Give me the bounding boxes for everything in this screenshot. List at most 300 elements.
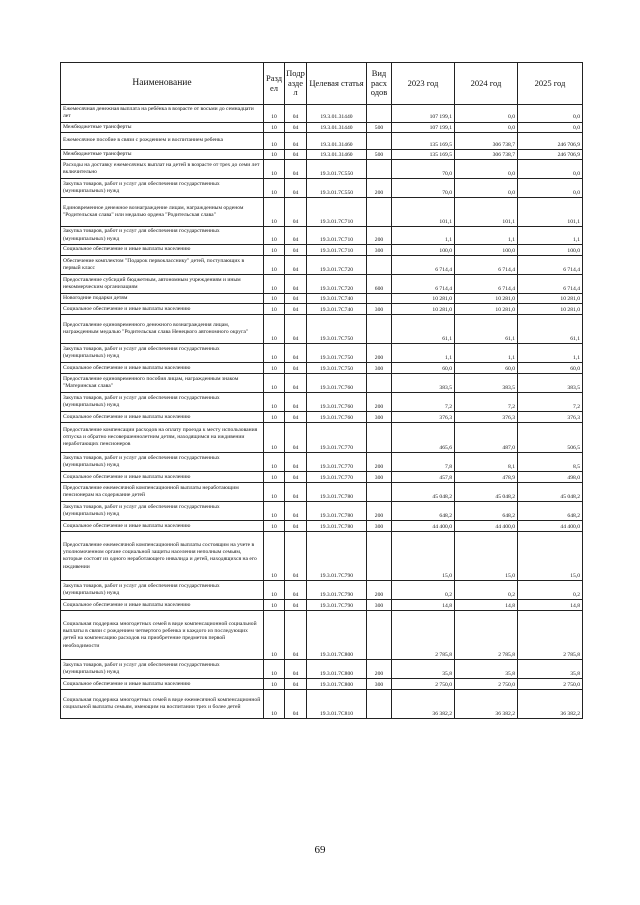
cell-section: 10	[264, 521, 285, 532]
cell-section: 10	[264, 149, 285, 159]
cell-subsection: 04	[285, 611, 307, 660]
cell-2023: 44 400,0	[392, 521, 455, 532]
cell-section: 10	[264, 581, 285, 600]
cell-subsection: 04	[285, 160, 307, 179]
header-year-2023: 2023 год	[392, 63, 455, 105]
cell-target-article: 19.3.01.7C780	[307, 502, 367, 521]
cell-2024: 478,9	[455, 472, 518, 483]
cell-section: 10	[264, 453, 285, 472]
cell-2024: 0,2	[455, 581, 518, 600]
cell-2024: 2 750,0	[455, 679, 518, 690]
table-row	[61, 502, 583, 521]
cell-target-article: 19.3.01.7C760	[307, 393, 367, 412]
cell-2024: 61,1	[455, 315, 518, 344]
cell-target-article: 19.3.01.7C740	[307, 304, 367, 315]
cell-section: 10	[264, 294, 285, 304]
cell-target-article: 19.3.01.7C740	[307, 294, 367, 304]
cell-expense-type: 300	[367, 304, 392, 315]
cell-2024: 1,1	[455, 344, 518, 363]
cell-2024: 36 382,2	[455, 690, 518, 719]
cell-2023: 2 750,0	[392, 679, 455, 690]
cell-subsection: 04	[285, 179, 307, 198]
cell-2023: 648,2	[392, 502, 455, 521]
cell-section: 10	[264, 198, 285, 227]
cell-expense-type: 500	[367, 122, 392, 132]
cell-2024: 15,0	[455, 532, 518, 581]
cell-2024: 14,8	[455, 600, 518, 611]
table-row	[61, 611, 583, 660]
cell-name: Обеспечение комплектом "Подарок первокласснику" детей, поступающих в первый класс	[61, 256, 264, 275]
cell-expense-type	[367, 690, 392, 719]
cell-2025: 35,8	[518, 660, 583, 679]
cell-section: 10	[264, 611, 285, 660]
cell-2024: 306 738,7	[455, 132, 518, 149]
cell-section: 10	[264, 315, 285, 344]
cell-subsection: 04	[285, 423, 307, 453]
cell-2023: 7,8	[392, 453, 455, 472]
cell-subsection: 04	[285, 275, 307, 294]
cell-subsection: 04	[285, 532, 307, 581]
table-row	[61, 423, 583, 453]
cell-name: Социальное обеспечение и иные выплаты населению	[61, 600, 264, 611]
cell-name: Социальное обеспечение и иные выплаты населению	[61, 363, 264, 374]
cell-2025: 14,8	[518, 600, 583, 611]
cell-2023: 6 714,4	[392, 275, 455, 294]
cell-target-article: 19.3.01.7C550	[307, 160, 367, 179]
cell-subsection: 04	[285, 581, 307, 600]
cell-expense-type	[367, 611, 392, 660]
cell-name: Межбюджетные трансферты	[61, 122, 264, 132]
cell-target-article: 19.3.01.7C790	[307, 600, 367, 611]
cell-target-article: 19.3.01.7C810	[307, 690, 367, 719]
table-row	[61, 227, 583, 245]
cell-name: Закупка товаров, работ и услуг для обеспечения государственных (муниципальных) нужд	[61, 227, 264, 245]
cell-name: Расходы на доставку ежемесячных выплат на детей в возрасте от трех до семи лет включительно	[61, 160, 264, 179]
cell-name: Ежемесячное пособие в связи с рождением и воспитанием ребенка	[61, 132, 264, 149]
cell-2023: 465,6	[392, 423, 455, 453]
cell-section: 10	[264, 502, 285, 521]
cell-2024: 1,1	[455, 227, 518, 245]
table-row	[61, 245, 583, 256]
cell-2024: 0,0	[455, 105, 518, 123]
cell-2025: 10 281,0	[518, 294, 583, 304]
cell-2024: 45 048,2	[455, 483, 518, 502]
cell-subsection: 04	[285, 472, 307, 483]
cell-2025: 44 400,0	[518, 521, 583, 532]
cell-2023: 383,5	[392, 374, 455, 393]
cell-2023: 1,1	[392, 344, 455, 363]
cell-subsection: 04	[285, 315, 307, 344]
cell-2025: 0,2	[518, 581, 583, 600]
cell-2023: 107 199,1	[392, 105, 455, 123]
cell-2023: 457,8	[392, 472, 455, 483]
cell-expense-type: 200	[367, 581, 392, 600]
cell-section: 10	[264, 122, 285, 132]
cell-name: Предоставление компенсации расходов на оплату проезда к месту использования отпуска и обратно несовершеннолетним детям, находящимся на иждивении неработающих пенсионеров	[61, 423, 264, 453]
table-row	[61, 294, 583, 304]
cell-2025: 0,0	[518, 105, 583, 123]
cell-subsection: 04	[285, 483, 307, 502]
table-row	[61, 275, 583, 294]
cell-2023: 1,1	[392, 227, 455, 245]
cell-expense-type	[367, 532, 392, 581]
cell-2023: 70,0	[392, 179, 455, 198]
cell-2025: 15,0	[518, 532, 583, 581]
cell-name: Социальная поддержка многодетных семей в виде ежемесячной компенсационной социальной выплаты семьям, имеющим на воспитании трех и более детей	[61, 690, 264, 719]
cell-expense-type	[367, 294, 392, 304]
cell-2023: 70,0	[392, 160, 455, 179]
cell-name: Социальное обеспечение и иные выплаты населению	[61, 412, 264, 423]
cell-2024: 101,1	[455, 198, 518, 227]
cell-target-article: 19.3.01.7C710	[307, 198, 367, 227]
cell-expense-type: 500	[367, 149, 392, 159]
cell-subsection: 04	[285, 294, 307, 304]
cell-target-article: 19.3.01.7C710	[307, 245, 367, 256]
cell-name: Социальное обеспечение и иные выплаты населению	[61, 521, 264, 532]
table-row	[61, 690, 583, 719]
table-row	[61, 453, 583, 472]
cell-expense-type: 200	[367, 393, 392, 412]
cell-2023: 101,1	[392, 198, 455, 227]
cell-section: 10	[264, 344, 285, 363]
cell-2025: 0,0	[518, 179, 583, 198]
cell-2025: 8,5	[518, 453, 583, 472]
header-name: Наименование	[61, 63, 264, 105]
cell-2025: 61,1	[518, 315, 583, 344]
table-row	[61, 472, 583, 483]
cell-expense-type: 200	[367, 179, 392, 198]
table-row	[61, 344, 583, 363]
cell-2025: 6 714,4	[518, 256, 583, 275]
cell-subsection: 04	[285, 660, 307, 679]
cell-expense-type	[367, 483, 392, 502]
cell-2025: 246 706,9	[518, 149, 583, 159]
cell-target-article: 19.3.01.7C790	[307, 532, 367, 581]
cell-2024: 10 281,0	[455, 304, 518, 315]
cell-target-article: 19.3.01.31440	[307, 122, 367, 132]
cell-section: 10	[264, 363, 285, 374]
cell-2025: 246 706,9	[518, 132, 583, 149]
cell-section: 10	[264, 179, 285, 198]
cell-section: 10	[264, 483, 285, 502]
cell-section: 10	[264, 412, 285, 423]
cell-2023: 7,2	[392, 393, 455, 412]
cell-2025: 7,2	[518, 393, 583, 412]
header-target-article: Целевая статья	[307, 63, 367, 105]
cell-2025: 498,0	[518, 472, 583, 483]
cell-expense-type: 200	[367, 453, 392, 472]
cell-target-article: 19.3.01.7C720	[307, 256, 367, 275]
cell-2024: 487,0	[455, 423, 518, 453]
table-body	[61, 105, 583, 719]
cell-name: Предоставление ежемесячной компенсационной выплаты неработающим пенсионерам на содержание детей	[61, 483, 264, 502]
cell-2023: 135 169,5	[392, 132, 455, 149]
cell-name: Предоставление субсидий бюджетным, автономным учреждениям и иным некоммерческим организациям	[61, 275, 264, 294]
cell-2023: 14,8	[392, 600, 455, 611]
cell-section: 10	[264, 393, 285, 412]
cell-2025: 101,1	[518, 198, 583, 227]
cell-expense-type: 200	[367, 227, 392, 245]
cell-2025: 100,0	[518, 245, 583, 256]
cell-section: 10	[264, 132, 285, 149]
cell-expense-type: 300	[367, 245, 392, 256]
cell-name: Новогодние подарки детям	[61, 294, 264, 304]
cell-name: Предоставление единовременного денежного вознаграждения лицам, награжденным медалью "Родительская слава Ненецкого автономного округа"	[61, 315, 264, 344]
cell-2024: 6 714,4	[455, 256, 518, 275]
cell-2023: 60,0	[392, 363, 455, 374]
cell-target-article: 19.3.01.31460	[307, 149, 367, 159]
cell-2024: 306 738,7	[455, 149, 518, 159]
cell-2023: 376,3	[392, 412, 455, 423]
cell-section: 10	[264, 472, 285, 483]
table-row	[61, 149, 583, 159]
cell-target-article: 19.3.01.7C750	[307, 344, 367, 363]
cell-name: Закупка товаров, работ и услуг для обеспечения государственных (муниципальных) нужд	[61, 581, 264, 600]
cell-expense-type	[367, 132, 392, 149]
table-header-row	[61, 63, 583, 105]
cell-target-article: 19.3.01.7C760	[307, 374, 367, 393]
cell-name: Закупка товаров, работ и услуг для обеспечения государственных (муниципальных) нужд	[61, 344, 264, 363]
cell-expense-type: 200	[367, 344, 392, 363]
cell-section: 10	[264, 256, 285, 275]
cell-target-article: 19.3.01.7C770	[307, 453, 367, 472]
table-row	[61, 483, 583, 502]
cell-subsection: 04	[285, 502, 307, 521]
table-row	[61, 256, 583, 275]
cell-2024: 100,0	[455, 245, 518, 256]
cell-2023: 135 169,5	[392, 149, 455, 159]
budget-table	[60, 62, 583, 719]
cell-2025: 376,3	[518, 412, 583, 423]
cell-2025: 383,5	[518, 374, 583, 393]
cell-expense-type	[367, 315, 392, 344]
cell-name: Предоставление ежемесячной компенсационной выплаты состоящим на учете в уполномоченном органе социальной защиты населения неполным семьям, которые состоят из одного неработающего инвалида и детей, находящихся на его иждивении	[61, 532, 264, 581]
cell-2024: 7,2	[455, 393, 518, 412]
cell-section: 10	[264, 245, 285, 256]
cell-2023: 6 714,4	[392, 256, 455, 275]
cell-2025: 6 714,4	[518, 275, 583, 294]
cell-2024: 0,0	[455, 122, 518, 132]
cell-subsection: 04	[285, 374, 307, 393]
cell-subsection: 04	[285, 521, 307, 532]
cell-2025: 10 281,0	[518, 304, 583, 315]
cell-section: 10	[264, 660, 285, 679]
cell-expense-type	[367, 160, 392, 179]
cell-2025: 2 750,0	[518, 679, 583, 690]
cell-target-article: 19.3.01.31440	[307, 105, 367, 123]
cell-expense-type	[367, 105, 392, 123]
table-row	[61, 532, 583, 581]
table-row	[61, 521, 583, 532]
header-year-2024: 2024 год	[455, 63, 518, 105]
table-row	[61, 600, 583, 611]
cell-subsection: 04	[285, 256, 307, 275]
cell-2023: 61,1	[392, 315, 455, 344]
cell-section: 10	[264, 105, 285, 123]
cell-2023: 100,0	[392, 245, 455, 256]
cell-target-article: 19.3.01.7C750	[307, 363, 367, 374]
cell-target-article: 19.3.01.7C800	[307, 679, 367, 690]
cell-name: Предоставление единовременного пособия лицам, награжденным знаком "Материнская слава"	[61, 374, 264, 393]
table-row	[61, 304, 583, 315]
cell-name: Социальное обеспечение и иные выплаты населению	[61, 472, 264, 483]
header-section: Разд ел	[264, 63, 285, 105]
cell-expense-type: 300	[367, 472, 392, 483]
table-row	[61, 374, 583, 393]
cell-subsection: 04	[285, 227, 307, 245]
cell-name: Закупка товаров, работ и услуг для обеспечения государственных (муниципальных) нужд	[61, 660, 264, 679]
cell-2024: 6 714,4	[455, 275, 518, 294]
cell-target-article: 19.3.01.7C800	[307, 611, 367, 660]
cell-name: Социальное обеспечение и иные выплаты населению	[61, 245, 264, 256]
table-row	[61, 315, 583, 344]
cell-subsection: 04	[285, 132, 307, 149]
cell-name: Межбюджетные трансферты	[61, 149, 264, 159]
table-row	[61, 105, 583, 123]
table-row	[61, 122, 583, 132]
header-expense-type: Вид расх одов	[367, 63, 392, 105]
cell-2024: 35,8	[455, 660, 518, 679]
cell-subsection: 04	[285, 344, 307, 363]
cell-subsection: 04	[285, 122, 307, 132]
cell-subsection: 04	[285, 149, 307, 159]
cell-name: Закупка товаров, работ и услуг для обеспечения государственных (муниципальных) нужд	[61, 502, 264, 521]
cell-section: 10	[264, 275, 285, 294]
table-row	[61, 393, 583, 412]
cell-2024: 10 281,0	[455, 294, 518, 304]
table-row	[61, 160, 583, 179]
cell-target-article: 19.3.01.7C790	[307, 581, 367, 600]
cell-subsection: 04	[285, 679, 307, 690]
budget-table-sheet	[60, 62, 582, 719]
cell-expense-type: 300	[367, 412, 392, 423]
cell-target-article: 19.3.01.7C780	[307, 483, 367, 502]
cell-section: 10	[264, 423, 285, 453]
cell-2023: 36 382,2	[392, 690, 455, 719]
cell-2025: 506,5	[518, 423, 583, 453]
cell-expense-type	[367, 256, 392, 275]
cell-2024: 2 785,8	[455, 611, 518, 660]
cell-name: Социальное обеспечение и иные выплаты населению	[61, 304, 264, 315]
table-row	[61, 198, 583, 227]
cell-target-article: 19.3.01.7C760	[307, 412, 367, 423]
cell-section: 10	[264, 690, 285, 719]
cell-section: 10	[264, 304, 285, 315]
cell-section: 10	[264, 227, 285, 245]
cell-expense-type	[367, 374, 392, 393]
cell-expense-type: 200	[367, 660, 392, 679]
cell-2025: 0,0	[518, 160, 583, 179]
cell-target-article: 19.3.01.7C800	[307, 660, 367, 679]
cell-expense-type: 300	[367, 363, 392, 374]
cell-2024: 648,2	[455, 502, 518, 521]
cell-section: 10	[264, 374, 285, 393]
table-row	[61, 660, 583, 679]
cell-2025: 0,0	[518, 122, 583, 132]
header-year-2025: 2025 год	[518, 63, 583, 105]
cell-name: Социальная поддержка многодетных семей в виде компенсационной социальной выплаты в связи с рождением четвертого ребенка и каждого из последующих детей на компенсацию расходов на приобретение предметов первой необходимости	[61, 611, 264, 660]
cell-target-article: 19.3.01.31460	[307, 132, 367, 149]
cell-subsection: 04	[285, 245, 307, 256]
cell-2024: 0,0	[455, 160, 518, 179]
table-row	[61, 412, 583, 423]
cell-target-article: 19.3.01.7C720	[307, 275, 367, 294]
cell-subsection: 04	[285, 690, 307, 719]
cell-2023: 45 048,2	[392, 483, 455, 502]
cell-2024: 44 400,0	[455, 521, 518, 532]
cell-2025: 45 048,2	[518, 483, 583, 502]
cell-name: Закупка товаров, работ и услуг для обеспечения государственных (муниципальных) нужд	[61, 393, 264, 412]
cell-2023: 10 281,0	[392, 294, 455, 304]
cell-2024: 0,0	[455, 179, 518, 198]
table-row	[61, 179, 583, 198]
cell-subsection: 04	[285, 198, 307, 227]
cell-expense-type: 600	[367, 275, 392, 294]
cell-2024: 8,1	[455, 453, 518, 472]
cell-2023: 35,8	[392, 660, 455, 679]
cell-target-article: 19.3.01.7C750	[307, 315, 367, 344]
cell-2025: 1,1	[518, 227, 583, 245]
cell-section: 10	[264, 160, 285, 179]
cell-2023: 15,0	[392, 532, 455, 581]
cell-name: Единовременное денежное вознаграждение лицам, награжденным орденом "Родительская слава" или медалью ордена "Родительская слава"	[61, 198, 264, 227]
cell-target-article: 19.3.01.7C710	[307, 227, 367, 245]
cell-subsection: 04	[285, 363, 307, 374]
cell-subsection: 04	[285, 304, 307, 315]
cell-2024: 376,3	[455, 412, 518, 423]
cell-expense-type: 300	[367, 521, 392, 532]
cell-name: Социальное обеспечение и иные выплаты населению	[61, 679, 264, 690]
cell-subsection: 04	[285, 393, 307, 412]
cell-2023: 10 281,0	[392, 304, 455, 315]
cell-expense-type: 300	[367, 600, 392, 611]
cell-2023: 107 199,1	[392, 122, 455, 132]
page-number: 69	[314, 844, 326, 856]
cell-2024: 383,5	[455, 374, 518, 393]
cell-expense-type	[367, 198, 392, 227]
table-row	[61, 679, 583, 690]
cell-name: Ежемесячная денежная выплата на ребёнка в возрасте от восьми до семнадцати лет	[61, 105, 264, 123]
header-subsection: Подр азде л	[285, 63, 307, 105]
cell-subsection: 04	[285, 412, 307, 423]
cell-2023: 0,2	[392, 581, 455, 600]
cell-name: Закупка товаров, работ и услуг для обеспечения государственных (муниципальных) нужд	[61, 179, 264, 198]
cell-expense-type: 200	[367, 502, 392, 521]
cell-section: 10	[264, 679, 285, 690]
cell-name: Закупка товаров, работ и услуг для обеспечения государственных (муниципальных) нужд	[61, 453, 264, 472]
cell-2024: 60,0	[455, 363, 518, 374]
table-row	[61, 363, 583, 374]
cell-section: 10	[264, 600, 285, 611]
cell-2025: 2 785,8	[518, 611, 583, 660]
cell-2025: 648,2	[518, 502, 583, 521]
cell-target-article: 19.3.01.7C770	[307, 472, 367, 483]
cell-2025: 36 382,2	[518, 690, 583, 719]
cell-target-article: 19.3.01.7C770	[307, 423, 367, 453]
cell-target-article: 19.3.01.7C550	[307, 179, 367, 198]
cell-expense-type	[367, 423, 392, 453]
cell-2025: 1,1	[518, 344, 583, 363]
cell-section: 10	[264, 532, 285, 581]
cell-subsection: 04	[285, 453, 307, 472]
cell-expense-type: 300	[367, 679, 392, 690]
cell-target-article: 19.3.01.7C780	[307, 521, 367, 532]
cell-subsection: 04	[285, 600, 307, 611]
table-row	[61, 132, 583, 149]
cell-subsection: 04	[285, 105, 307, 123]
cell-2025: 60,0	[518, 363, 583, 374]
table-row	[61, 581, 583, 600]
